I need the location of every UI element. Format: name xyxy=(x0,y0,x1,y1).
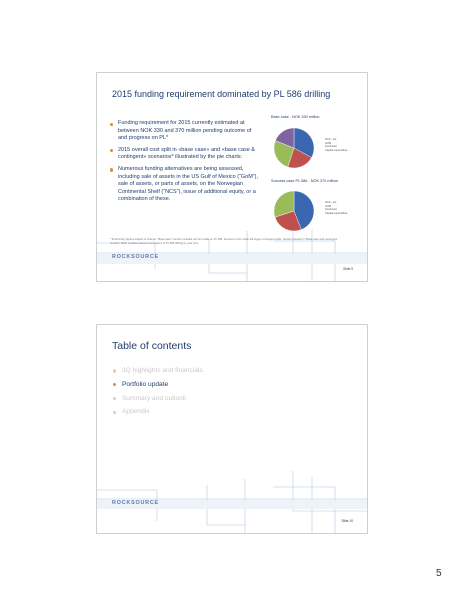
slide-number: Slide 9 xyxy=(343,267,353,271)
legend-item: GOM xyxy=(325,204,332,208)
pie-legend xyxy=(325,138,347,152)
legend-item: Capital expenditure xyxy=(325,148,348,152)
slide-number: Slide 10 xyxy=(341,519,353,523)
slide-table-of-contents xyxy=(96,324,368,534)
pie-chart-base-case xyxy=(265,123,323,171)
pie-chart-success-case xyxy=(265,186,323,234)
legend-item: NCS - est. xyxy=(325,201,337,204)
slide-title: 2015 funding requirement dominated by PL 586 drilling xyxy=(112,89,331,99)
bullet-item: Funding requirement for 2015 currently estimated at between NOK 330 and 370 million pending outcome of and progress on PL* xyxy=(110,120,260,143)
rocksource-logo: ROCKSOURCE xyxy=(112,254,159,260)
pie-caption: Base case - NOK 330 million xyxy=(271,115,320,119)
bullet-item: 2015 overall cost split in «base case» and «base case & contingent» scenarios* illustrated by the pie charts: xyxy=(110,147,260,162)
legend-item: Overhead xyxy=(325,208,337,212)
page-number: 5 xyxy=(436,568,442,579)
toc-list xyxy=(113,367,203,422)
pie-legend xyxy=(325,201,347,215)
pie-caption: Success case PL 586 - NOK 370 million xyxy=(271,179,339,183)
footnote: * Preliminary figures subject to change. "Base case" number includes test firm wells on PL 586. Success in firm wells will trigger contingent wells. Stocks included in "Base case and contingent number". Both numbers assume completion of PL 586 drilling by year end. xyxy=(110,238,338,245)
slide-funding-requirement xyxy=(96,72,368,282)
toc-item: 3Q highlights and financials xyxy=(113,367,203,375)
toc-item-active: Portfolio update xyxy=(113,381,203,389)
rocksource-logo: ROCKSOURCE xyxy=(112,500,159,506)
toc-item: Appendix xyxy=(113,408,203,416)
legend-item: GOM xyxy=(325,141,332,145)
legend-item: Overhead xyxy=(325,145,337,149)
bullet-list xyxy=(110,120,260,208)
bullet-item: Numerous funding alternatives are being assessed, including sale of assets in the US Gulf of Mexico (“GoM”), sale of assets, or parts of assets, on the Norwegian Continental Shelf (“NCS”), issue of additional equity, or a combination of these. xyxy=(110,166,260,204)
toc-item: Summary and outlook xyxy=(113,395,203,403)
legend-item: Capital expenditure xyxy=(325,211,348,215)
legend-item: NCS - est. xyxy=(325,138,337,141)
slide-title: Table of contents xyxy=(112,340,192,352)
